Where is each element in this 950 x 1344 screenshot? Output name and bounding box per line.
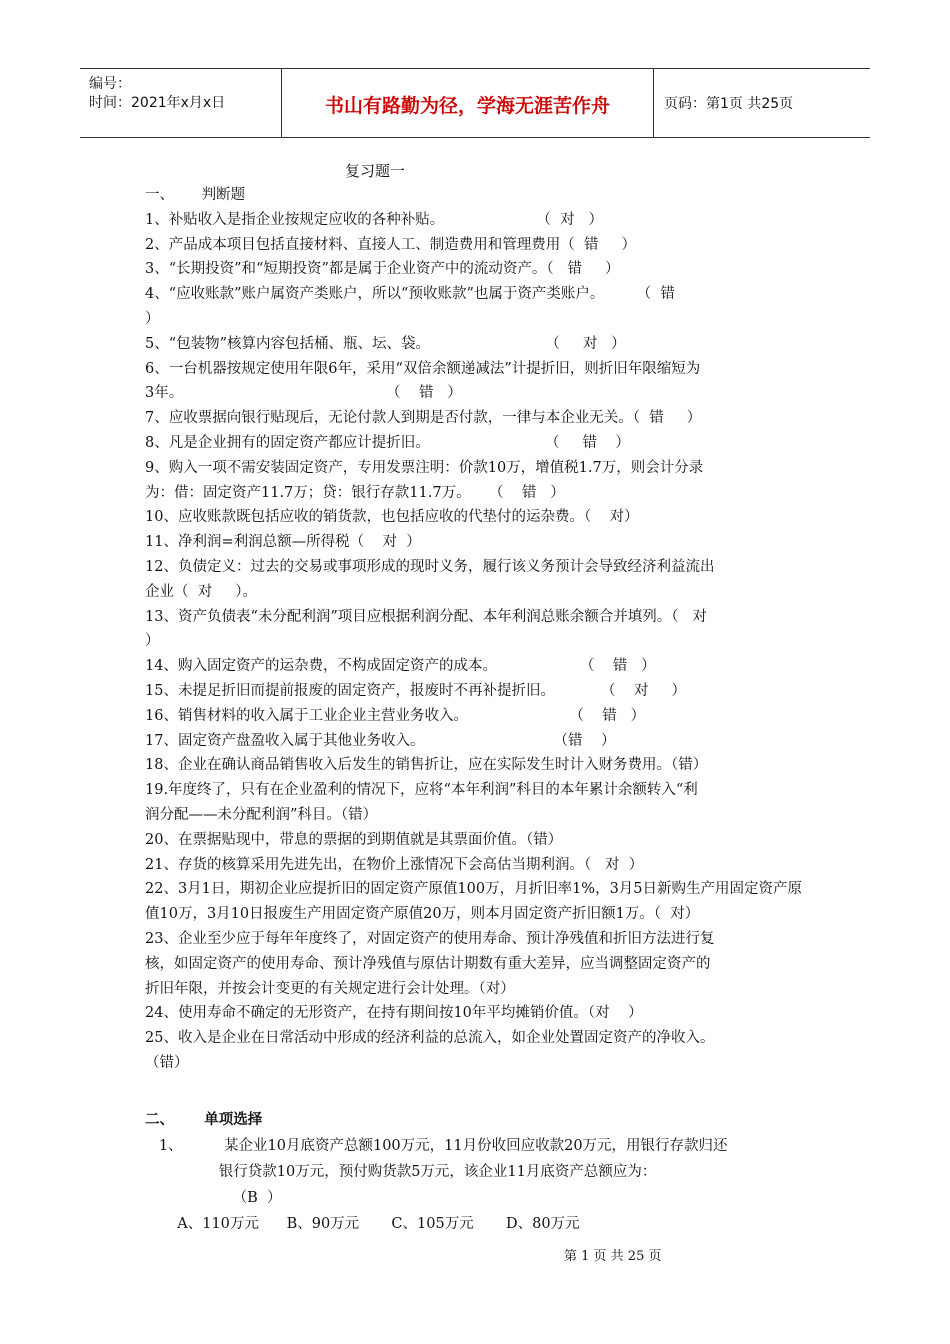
- header-page-number: 页码：第1页 共25页: [664, 96, 794, 112]
- question-line: 企业（ 对 ）。: [145, 583, 258, 600]
- question-line: 16、销售材料的收入属于工业企业主营业务收入。 （ 错 ）: [145, 707, 646, 724]
- question-line: A、110万元 B、90万元 C、105万元 D、80万元: [145, 1216, 580, 1232]
- doc-code-label: 编号：: [89, 76, 131, 92]
- question-line: 13、资产负债表“未分配利润”项目应根据利润分配、本年利润总账余额合并填列。（ 对: [145, 608, 707, 625]
- question-line: 6、一台机器按规定使用年限6年，采用“双倍余额递减法”计提折旧，则折旧年限缩短为: [145, 360, 701, 377]
- header-divider: [653, 69, 654, 137]
- question-line: 7、应收票据向银行贴现后，无论付款人到期是否付款，一律与本企业无关。（ 错 ）: [145, 410, 702, 427]
- question-line: 2、产品成本项目包括直接材料、直接人工、制造费用和管理费用（ 错 ）: [145, 236, 636, 253]
- question-line: 18、企业在确认商品销售收入后发生的销售折让，应在实际发生时计入财务费用。（错）: [145, 757, 708, 774]
- question-line: 5、“包装物”核算内容包括桶、瓶、坛、袋。 （ 对 ）: [145, 335, 626, 352]
- section-heading: 二、 单项选择: [145, 1112, 263, 1128]
- question-line: 14、购入固定资产的运杂费，不构成固定资产的成本。 （ 错 ）: [145, 658, 656, 675]
- question-line: 24、使用寿命不确定的无形资产，在持有期间按10年平均摊销价值。（对 ）: [145, 1005, 643, 1022]
- question-line: 值10万，3月10日报废生产用固定资产原值20万，则本月固定资产折旧额1万。（ 对）: [145, 906, 700, 923]
- question-line: （错）: [145, 1054, 189, 1071]
- question-line: 1、补贴收入是指企业按规定应收的各种补贴。 （ 对 ）: [145, 211, 603, 228]
- question-line: 10、应收账款既包括应收的销货款，也包括应收的代垫付的运杂费。（ 对）: [145, 509, 639, 526]
- question-line: 为：借：固定资产11.7万；贷：银行存款11.7万。 （ 错 ）: [145, 484, 565, 501]
- question-line: 银行贷款10万元，预付购货款5万元，该企业11月底资产总额应为：: [145, 1164, 657, 1180]
- question-line: 17、固定资产盘盈收入属于其他业务收入。 （错 ）: [145, 732, 616, 749]
- question-line: 25、收入是企业在日常活动中形成的经济利益的总流入，如企业处置固定资产的净收入。: [145, 1030, 715, 1047]
- question-line: 9、购入一项不需安装固定资产，专用发票注明：价款10万，增值税1.7万，则会计分录: [145, 459, 704, 476]
- page-title: 复习题一: [345, 162, 406, 180]
- question-line: 21、存货的核算采用先进先出，在物价上涨情况下会高估当期利润。（ 对 ）: [145, 856, 644, 873]
- page-footer: 第 1 页 共 25 页: [564, 1249, 662, 1264]
- question-line: 22、3月1日，期初企业应提折旧的固定资产原值100万，月折旧率1%，3月5日新购生产用固定资产原: [145, 881, 803, 898]
- question-list: [145, 208, 910, 1076]
- question-line: 3年。 （ 错 ）: [145, 385, 462, 402]
- section-single-choice: [145, 1107, 910, 1237]
- question-line: 润分配——未分配利润”科目。（错）: [145, 806, 378, 823]
- page-header: [80, 68, 870, 138]
- question-line: 11、净利润=利润总额—所得税（ 对 ）: [145, 534, 421, 551]
- question-line: 19.年度终了，只有在企业盈利的情况下，应将“本年利润”科目的本年累计余额转入“利: [145, 782, 698, 799]
- question-line: 15、未提足折旧而提前报废的固定资产，报废时不再补提折旧。 （ 对 ）: [145, 682, 687, 699]
- question-line: 4、“应收账款”账户属资产类账户，所以“预收账款”也属于资产类账户。 （ 错: [145, 286, 675, 303]
- header-motto: 书山有路勤为径，学海无涯苦作舟: [324, 95, 610, 117]
- question-line: 核，如固定资产的使用寿命、预计净残值与原估计期数有重大差异，应当调整固定资产的: [145, 955, 711, 972]
- doc-date-label: 时间：2021年x月x日: [89, 95, 226, 111]
- question-line: ）: [145, 633, 160, 650]
- question-line: （B ）: [145, 1190, 282, 1206]
- question-line: 1、 某企业10月底资产总额100万元，11月份收回应收款20万元，用银行存款归还: [145, 1138, 728, 1154]
- question-line: 8、凡是企业拥有的固定资产都应计提折旧。 （ 错 ）: [145, 434, 630, 451]
- question-line: 23、企业至少应于每年年度终了，对固定资产的使用寿命、预计净残值和折旧方法进行复: [145, 930, 715, 947]
- question-list: [145, 1133, 910, 1237]
- question-line: 12、负债定义：过去的交易或事项形成的现时义务，履行该义务预计会导致经济利益流出: [145, 558, 715, 575]
- question-line: 3、“长期投资”和“短期投资”都是属于企业资产中的流动资产。（ 错 ）: [145, 261, 620, 278]
- question-line: ）: [145, 310, 160, 327]
- section-true-false: [145, 183, 910, 1076]
- question-line: 折旧年限，并按会计变更的有关规定进行会计处理。（对）: [145, 980, 515, 997]
- question-line: 20、在票据贴现中，带息的票据的到期值就是其票面价值。（错）: [145, 831, 563, 848]
- section-heading: 一、 判断题: [145, 187, 246, 203]
